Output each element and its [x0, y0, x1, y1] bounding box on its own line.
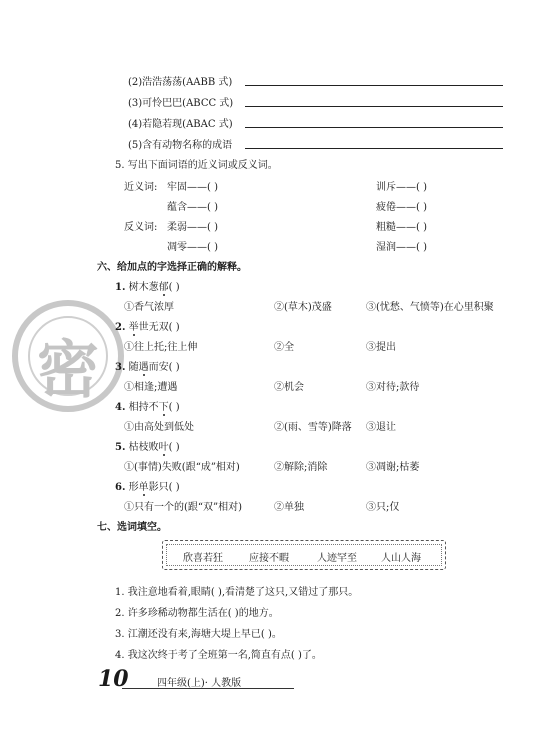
- answer-line-abac[interactable]: [245, 127, 503, 128]
- s6-q2-option-1: ①往上托;往上伸: [124, 342, 198, 353]
- idiom-item-abcc: (3)可怜巴巴(ABCC 式): [128, 98, 234, 109]
- s6-q2-option-2: ②全: [274, 342, 294, 353]
- s6-q2-number: 2.: [115, 322, 126, 333]
- s6-q6-option-1: ①只有一个的(跟“双”相对): [124, 502, 243, 513]
- confidential-stamp: [12, 300, 124, 412]
- s6-q5-number: 5.: [115, 442, 126, 453]
- s6-q5-option-2: ②解除;消除: [274, 462, 328, 473]
- s6-q6-number: 6.: [115, 482, 126, 493]
- s6-q3-dotted-char: 遇: [138, 362, 149, 373]
- antonym-item-2: 粗糙——( ): [376, 222, 427, 233]
- s6-q6-option-2: ②单独: [274, 502, 304, 513]
- s6-q4-option-2: ②(雨、雪等)降落: [274, 422, 352, 433]
- s6-q1-option-2: ②(草木)茂盛: [274, 302, 332, 313]
- synonym-label: 近义词:: [124, 182, 158, 193]
- s6-q5-dotted-char: 叶: [158, 442, 169, 453]
- s6-question-4: [115, 398, 180, 413]
- s7-sentence-2: 2. 许多珍稀动物都生活在( )的地方。: [115, 608, 279, 619]
- s6-q3-number: 3.: [115, 362, 126, 373]
- page-number: 10: [98, 666, 129, 692]
- synonym-item-2: 训斥——( ): [376, 182, 427, 193]
- s7-sentence-1: 1. 我注意地看着,眼睛( ),看清楚了这只,又错过了那只。: [115, 587, 359, 598]
- s6-question-3: [115, 358, 180, 373]
- s6-q1-option-1: ①香气浓厚: [124, 302, 174, 313]
- s6-q2-option-3: ③提出: [366, 342, 396, 353]
- s6-question-5: [115, 438, 180, 453]
- antonym-item-1: 柔弱——( ): [167, 222, 218, 233]
- s6-q1-pre: 树木葱: [128, 282, 159, 293]
- s6-question-6: [115, 478, 180, 493]
- section-6-title: 六、给加点的字选择正确的解释。: [97, 262, 247, 273]
- s6-question-1: [115, 278, 180, 293]
- s6-q6-option-3: ③只;仅: [366, 502, 400, 513]
- word-bank-word-3: 人迹罕至: [317, 553, 357, 564]
- grade-edition: 四年级(上)· 人教版: [157, 678, 242, 689]
- s6-q1-option-3: ③(忧愁、气愤等)在心里积聚: [366, 302, 494, 313]
- s6-q3-option-2: ②机会: [274, 382, 304, 393]
- word-bank-box: [162, 540, 446, 570]
- synonym-item-3: 蕴含——( ): [167, 202, 218, 213]
- s6-q4-number: 4.: [115, 402, 126, 413]
- s6-q5-option-3: ③凋谢;枯萎: [366, 462, 420, 473]
- section-7-title: 七、选词填空。: [97, 522, 167, 533]
- word-bank-word-1: 欣喜若狂: [183, 553, 223, 564]
- word-bank-word-4: 人山人海: [381, 553, 421, 564]
- s6-q3-post: 而安( ): [148, 362, 180, 373]
- answer-line-abcc[interactable]: [245, 106, 503, 107]
- idiom-item-aabb: (2)浩浩荡荡(AABB 式): [128, 77, 233, 88]
- word-bank-word-2: 应接不暇: [249, 553, 289, 564]
- s6-q6-post: 影只( ): [148, 482, 180, 493]
- s6-q5-post: ( ): [168, 442, 180, 453]
- s6-q6-pre: 形: [128, 482, 139, 493]
- s6-q4-post: ( ): [168, 402, 180, 413]
- answer-line-animal[interactable]: [245, 148, 503, 149]
- s6-q3-option-1: ①相逢;遭遇: [124, 382, 178, 393]
- stamp-character: 密: [36, 333, 99, 406]
- s6-q5-option-1: ①(事情)失败(跟“成”相对): [124, 462, 240, 473]
- answer-line-aabb[interactable]: [245, 85, 503, 86]
- antonym-item-4: 湿润——( ): [376, 242, 427, 253]
- s6-question-2: [115, 318, 180, 333]
- s6-q2-dotted-char: 举: [128, 322, 139, 333]
- s6-q4-pre: 相持不: [128, 402, 159, 413]
- s6-q1-post: ( ): [168, 282, 180, 293]
- s6-q1-dotted-char: 郁: [158, 282, 169, 293]
- s6-q4-option-3: ③退让: [366, 422, 396, 433]
- s6-q4-option-1: ①由高处到低处: [124, 422, 194, 433]
- antonym-label: 反义词:: [124, 222, 158, 233]
- s6-q6-dotted-char: 单: [138, 482, 149, 493]
- idiom-item-abac: (4)若隐若现(ABAC 式): [128, 119, 233, 130]
- footer-rule: [122, 688, 294, 689]
- s6-q4-dotted-char: 下: [158, 402, 169, 413]
- question-5-title: 5. 写出下面词语的近义词或反义词。: [115, 160, 278, 171]
- s6-q2-post: 世无双( ): [138, 322, 180, 333]
- s6-q3-pre: 随: [128, 362, 139, 373]
- s7-sentence-4: 4. 我这次终于考了全班第一名,简直有点( )了。: [115, 650, 322, 661]
- synonym-item-1: 牢固——( ): [167, 182, 218, 193]
- antonym-item-3: 凋零——( ): [167, 242, 218, 253]
- s7-sentence-3: 3. 江潮还没有来,海塘大堤上早已( )。: [115, 629, 282, 640]
- s6-q5-pre: 枯枝败: [128, 442, 159, 453]
- s6-q1-number: 1.: [115, 282, 126, 293]
- synonym-item-4: 疲倦——( ): [376, 202, 427, 213]
- s6-q3-option-3: ③对待;款待: [366, 382, 420, 393]
- idiom-item-animal: (5)含有动物名称的成语: [128, 140, 233, 151]
